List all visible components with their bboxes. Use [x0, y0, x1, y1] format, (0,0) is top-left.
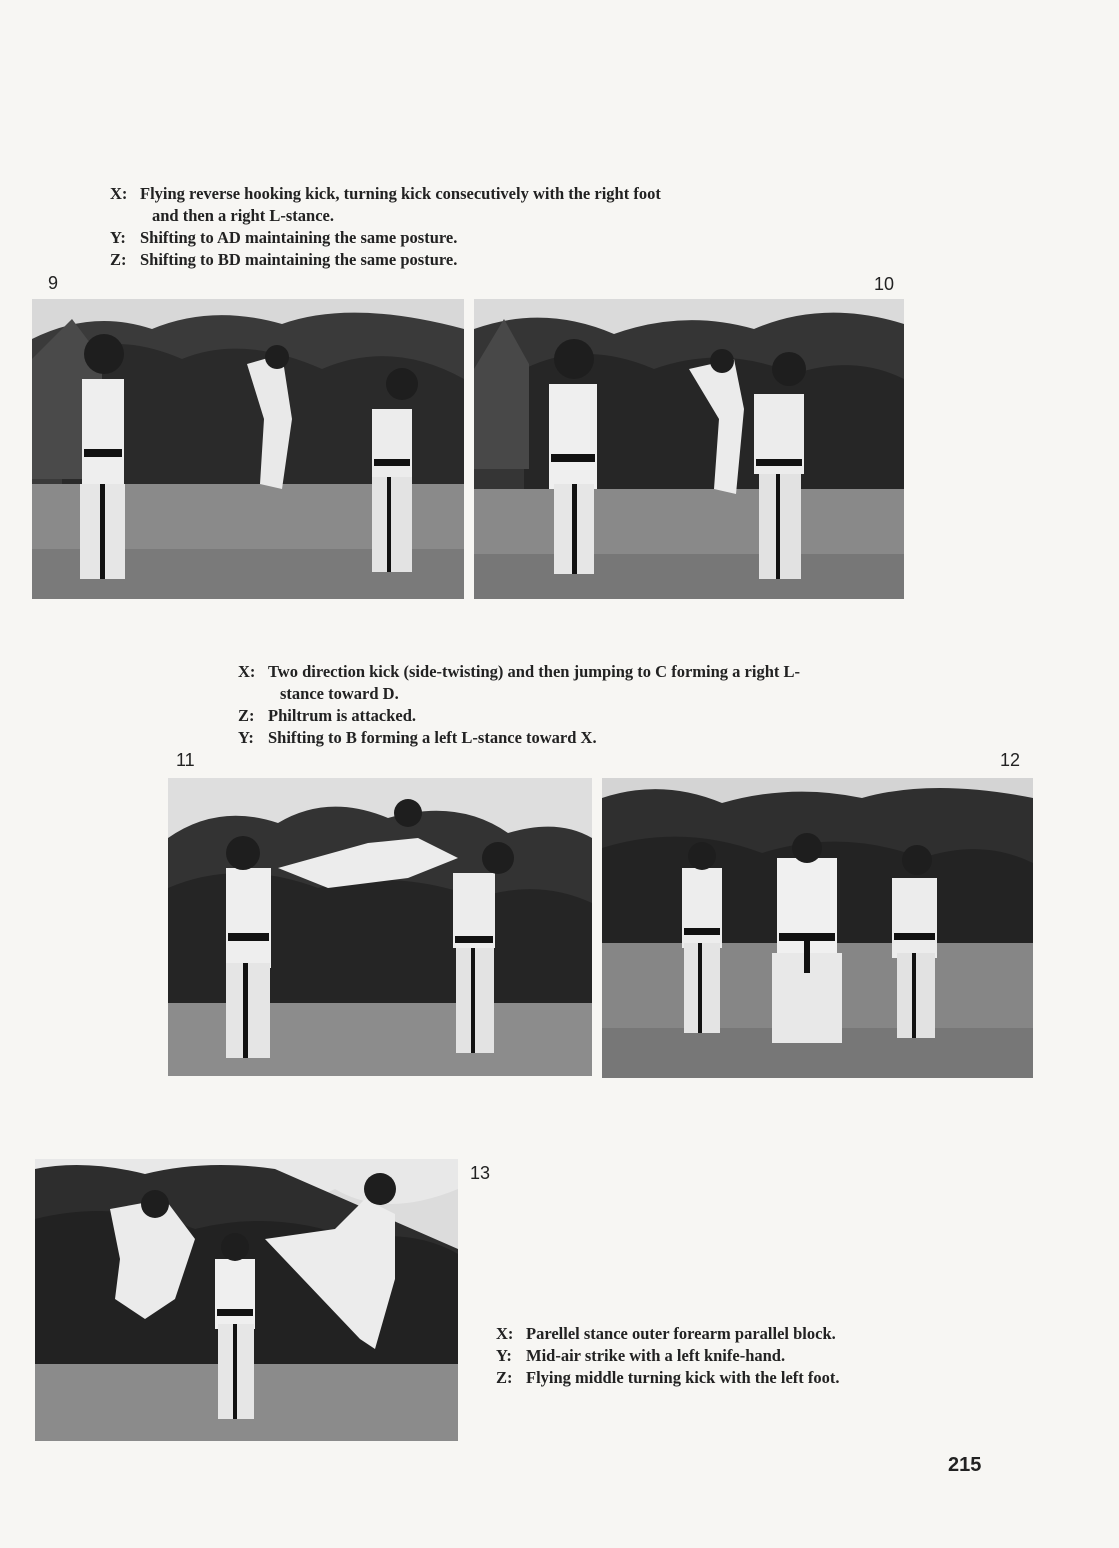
speaker-x: X: [238, 662, 256, 681]
caption-text: Flying middle turning kick with the left foot. [526, 1368, 840, 1387]
figure-number-10: 10 [874, 274, 895, 294]
figure-number-12: 12 [1000, 750, 1021, 770]
caption-text: Philtrum is attacked. [268, 706, 417, 725]
photo-11-image [168, 778, 592, 1076]
speaker-x: X: [110, 184, 128, 203]
caption-block-3 [496, 1323, 996, 1389]
photo-9 [32, 299, 464, 599]
photo-9-image [32, 299, 464, 599]
caption-text: Flying reverse hooking kick, turning kick consecutively with the right foot [140, 184, 661, 203]
speaker-y: Y: [496, 1346, 512, 1365]
caption-text: Shifting to BD maintaining the same posture. [140, 250, 458, 269]
photo-10 [474, 299, 904, 599]
speaker-y: Y: [238, 728, 254, 747]
photo-13 [35, 1159, 458, 1441]
caption-text: Parellel stance outer forearm parallel block. [526, 1324, 836, 1343]
figure-number-11: 11 [176, 750, 195, 770]
photo-12-image [602, 778, 1033, 1078]
figure-number-9: 9 [48, 273, 59, 293]
caption-text: Two direction kick (side-twisting) and then jumping to C forming a right L- [268, 662, 800, 681]
speaker-x: X: [496, 1324, 514, 1343]
caption-continuation: and then a right L-stance. [152, 206, 334, 225]
photo-12 [602, 778, 1033, 1078]
caption-text: Shifting to AD maintaining the same posture. [140, 228, 458, 247]
caption-continuation: stance toward D. [280, 684, 399, 703]
speaker-z: Z: [110, 250, 127, 269]
photo-10-image [474, 299, 904, 599]
caption-block-1 [110, 183, 870, 271]
caption-text: Shifting to B forming a left L-stance toward X. [268, 728, 597, 747]
speaker-z: Z: [496, 1368, 513, 1387]
photo-11 [168, 778, 592, 1076]
figure-number-13: 13 [470, 1163, 491, 1183]
photo-13-image [35, 1159, 458, 1441]
speaker-y: Y: [110, 228, 126, 247]
caption-text: Mid-air strike with a left knife-hand. [526, 1346, 786, 1365]
caption-block-2 [238, 661, 998, 749]
speaker-z: Z: [238, 706, 255, 725]
page-number: 215 [948, 1454, 982, 1476]
